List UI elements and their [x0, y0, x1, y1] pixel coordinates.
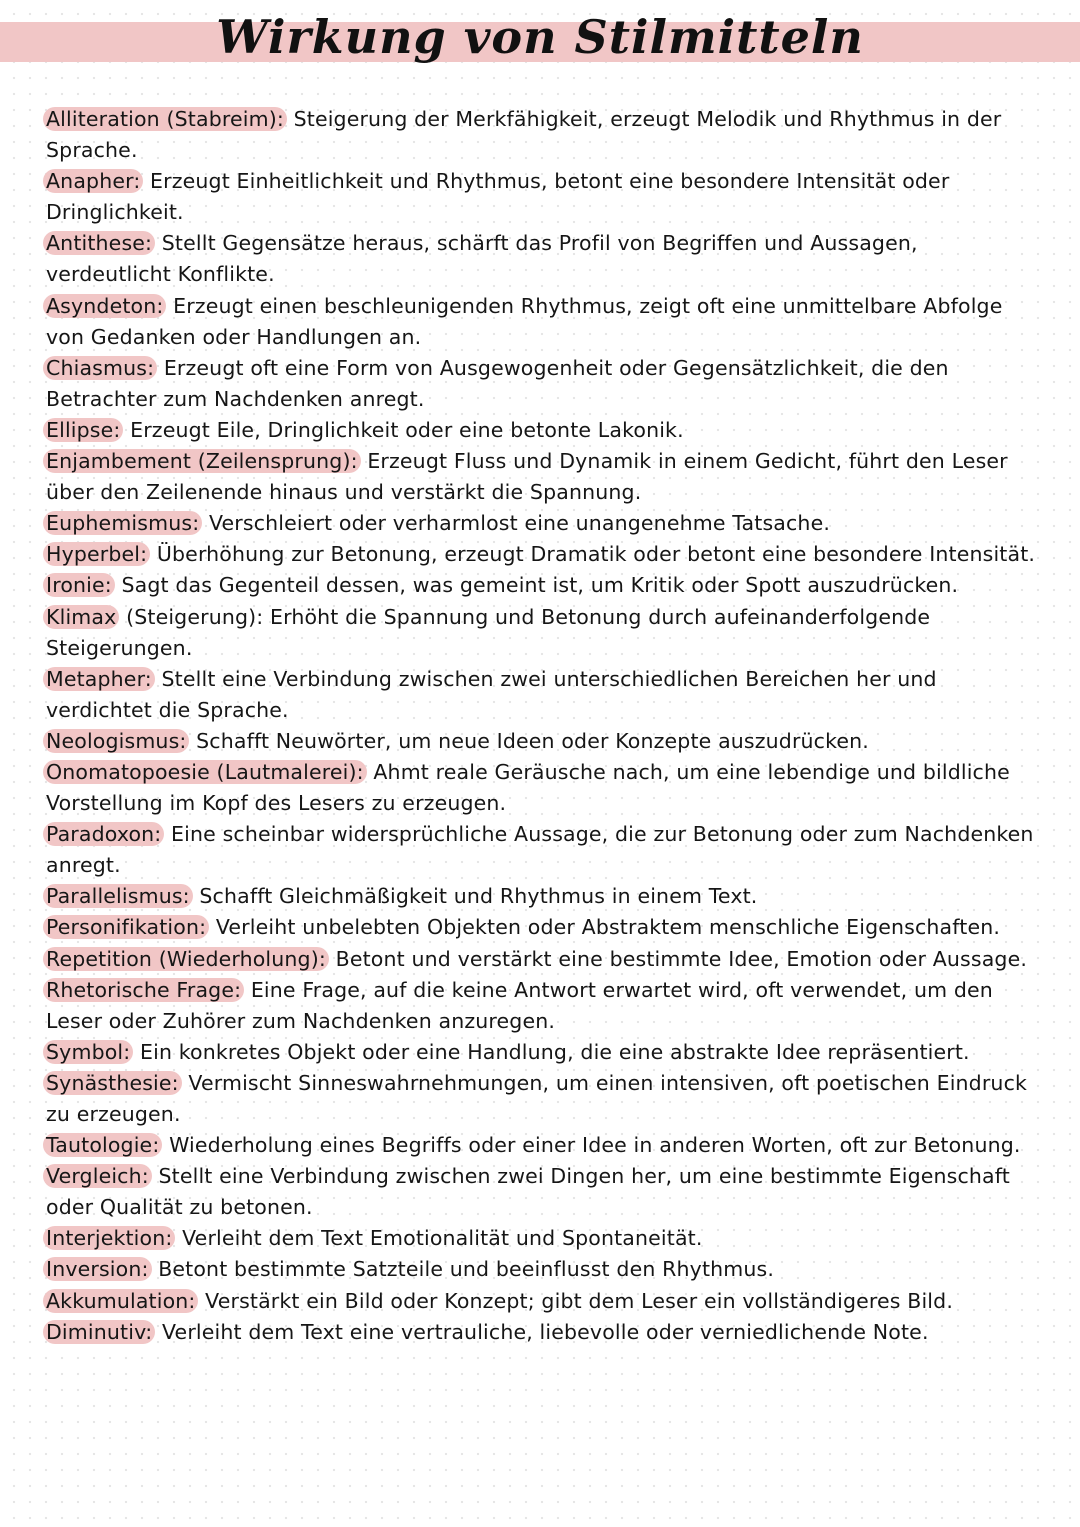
list-item	[46, 1161, 1036, 1223]
term-label: Rhetorische Frage:	[43, 978, 244, 1002]
term-description: Eine Frage, auf die keine Antwort erwartet wird, oft verwendet, um den Leser oder Zuhörer zum Nachdenken anzuregen.	[46, 977, 993, 1033]
term-description: Verleiht unbelebten Objekten oder Abstraktem menschliche Eigenschaften.	[215, 915, 1001, 940]
list-item	[46, 1068, 1036, 1130]
term-description: Erzeugt Eile, Dringlichkeit oder eine betonte Lakonik.	[130, 417, 684, 442]
term-description: Stellt eine Verbindung zwischen zwei unterschiedlichen Bereichen her und verdichtet die Sprache.	[46, 666, 937, 722]
term-description: Steigerung der Merkfähigkeit, erzeugt Melodik und Rhythmus in der Sprache.	[46, 107, 1002, 163]
stilmittel-list	[46, 104, 1036, 1348]
term-label: Euphemismus:	[43, 511, 202, 535]
term-label: Chiasmus:	[43, 356, 157, 380]
list-item	[46, 1317, 1036, 1348]
term-description: Verleiht dem Text Emotionalität und Spontaneität.	[182, 1226, 703, 1251]
term-description: Sagt das Gegenteil dessen, was gemeint ist, um Kritik oder Spott auszudrücken.	[121, 573, 959, 598]
term-description: Vermischt Sinneswahrnehmungen, um einen intensiven, oft poetischen Eindruck zu erzeugen.	[46, 1070, 1028, 1126]
list-item	[46, 912, 1036, 943]
term-description: Erzeugt Fluss und Dynamik in einem Gedicht, führt den Leser über den Zeilenende hinaus und verstärkt die Spannung.	[46, 449, 1008, 505]
term-label: Diminutiv:	[43, 1320, 155, 1344]
list-item	[46, 104, 1036, 166]
term-label: Vergleich:	[43, 1164, 152, 1188]
term-label: Tautologie:	[43, 1133, 162, 1157]
term-description: Eine scheinbar widersprüchliche Aussage, die zur Betonung oder zum Nachdenken anregt.	[46, 822, 1034, 878]
term-label: Synästhesie:	[43, 1071, 182, 1095]
list-item	[46, 1130, 1036, 1161]
term-label: Alliteration (Stabreim):	[43, 107, 287, 131]
term-description: Schafft Gleichmäßigkeit und Rhythmus in einem Text.	[199, 884, 758, 909]
term-label: Akkumulation:	[43, 1289, 198, 1313]
list-item	[46, 1037, 1036, 1068]
term-description: Betont und verstärkt eine bestimmte Idee, Emotion oder Aussage.	[335, 946, 1028, 971]
term-label: Inversion:	[43, 1257, 152, 1281]
term-label: Ironie:	[43, 573, 115, 597]
list-item	[46, 539, 1036, 570]
list-item	[46, 944, 1036, 975]
term-label: Neologismus:	[43, 729, 189, 753]
term-label: Ellipse:	[43, 418, 123, 442]
list-item	[46, 291, 1036, 353]
term-description: Überhöhung zur Betonung, erzeugt Dramatik oder betont eine besondere Intensität.	[156, 542, 1036, 567]
list-item	[46, 602, 1036, 664]
term-label: Hyperbel:	[43, 542, 150, 566]
term-description: Erzeugt oft eine Form von Ausgewogenheit oder Gegensätzlichkeit, die den Betrachter zum Nachdenken anregt.	[46, 355, 949, 411]
term-label: Onomatopoesie (Lautmalerei):	[43, 760, 367, 784]
list-item	[46, 166, 1036, 228]
term-label: Metapher:	[43, 667, 155, 691]
term-description: Verleiht dem Text eine vertrauliche, liebevolle oder verniedlichende Note.	[161, 1319, 929, 1344]
term-label: Asyndeton:	[43, 294, 166, 318]
list-item	[46, 1254, 1036, 1285]
list-item	[46, 228, 1036, 290]
term-label: Paradoxon:	[43, 822, 164, 846]
term-description: (Steigerung): Erhöht die Spannung und Betonung durch aufeinanderfolgende Steigerungen.	[46, 604, 931, 660]
term-label: Symbol:	[43, 1040, 133, 1064]
list-item	[46, 975, 1036, 1037]
term-description: Verstärkt ein Bild oder Konzept; gibt dem Leser ein vollständigeres Bild.	[205, 1288, 953, 1313]
term-description: Erzeugt einen beschleunigenden Rhythmus, zeigt oft eine unmittelbare Abfolge von Gedanken oder Handlungen an.	[46, 293, 1003, 349]
list-item	[46, 664, 1036, 726]
term-label: Antithese:	[43, 231, 155, 255]
term-label: Klimax	[43, 605, 119, 629]
term-label: Anapher:	[43, 169, 143, 193]
list-item	[46, 819, 1036, 881]
term-description: Verschleiert oder verharmlost eine unangenehme Tatsache.	[208, 511, 830, 536]
term-description: Stellt eine Verbindung zwischen zwei Dingen her, um eine bestimmte Eigenschaft oder Qualität zu betonen.	[46, 1164, 1010, 1220]
list-item	[46, 353, 1036, 415]
list-item	[46, 1286, 1036, 1317]
term-description: Schafft Neuwörter, um neue Ideen oder Konzepte auszudrücken.	[196, 728, 869, 753]
list-item	[46, 508, 1036, 539]
term-description: Betont bestimmte Satzteile und beeinflusst den Rhythmus.	[158, 1257, 775, 1282]
term-description: Ahmt reale Geräusche nach, um eine lebendige und bildliche Vorstellung im Kopf des Lesers zu erzeugen.	[46, 759, 1010, 816]
term-label: Parallelismus:	[43, 884, 193, 908]
list-item	[46, 570, 1036, 601]
list-item	[46, 415, 1036, 446]
list-item	[46, 881, 1036, 912]
list-item	[46, 1223, 1036, 1254]
list-item	[46, 726, 1036, 757]
term-description: Stellt Gegensätze heraus, schärft das Profil von Begriffen und Aussagen, verdeutlicht Konflikte.	[46, 231, 918, 287]
term-label: Personifikation:	[43, 915, 209, 939]
term-label: Interjektion:	[43, 1226, 175, 1250]
term-description: Erzeugt Einheitlichkeit und Rhythmus, betont eine besondere Intensität oder Dringlichkeit.	[46, 169, 950, 225]
term-description: Ein konkretes Objekt oder eine Handlung, die eine abstrakte Idee repräsentiert.	[140, 1039, 970, 1064]
term-label: Enjambement (Zeilensprung):	[43, 449, 361, 473]
list-item	[46, 446, 1036, 508]
list-item	[46, 757, 1036, 819]
term-description: Wiederholung eines Begriffs oder einer Idee in anderen Worten, oft zur Betonung.	[169, 1133, 1021, 1158]
page-title: Wirkung von Stilmitteln	[216, 10, 864, 64]
term-label: Repetition (Wiederholung):	[43, 947, 329, 971]
